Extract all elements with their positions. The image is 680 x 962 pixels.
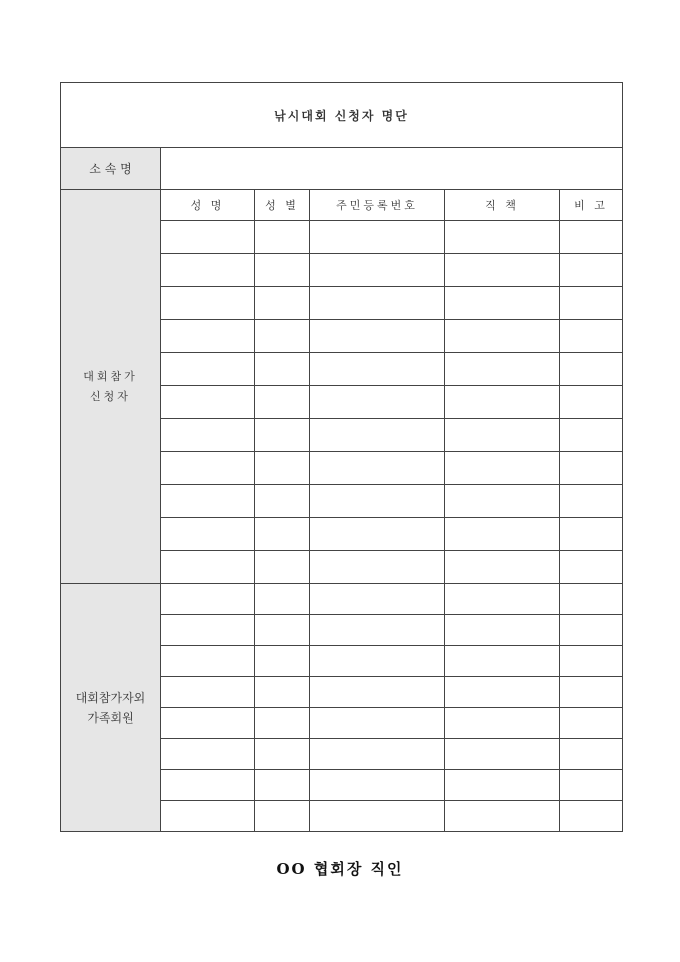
entry-cell[interactable]	[310, 801, 445, 832]
entry-cell[interactable]	[560, 452, 623, 485]
group-label-applicants	[61, 190, 161, 584]
entry-cell[interactable]	[310, 708, 445, 739]
entry-cell[interactable]	[445, 615, 560, 646]
entry-cell[interactable]	[161, 320, 255, 353]
entry-cell[interactable]	[445, 646, 560, 677]
entry-cell[interactable]	[445, 584, 560, 615]
entry-cell[interactable]	[161, 353, 255, 386]
entry-cell[interactable]	[445, 708, 560, 739]
entry-cell[interactable]	[161, 485, 255, 518]
entry-cell[interactable]	[560, 739, 623, 770]
entry-cell[interactable]	[255, 419, 310, 452]
entry-cell[interactable]	[560, 485, 623, 518]
entry-cell[interactable]	[445, 518, 560, 551]
entry-cell[interactable]	[560, 677, 623, 708]
entry-cell[interactable]	[161, 677, 255, 708]
entry-cell[interactable]	[161, 708, 255, 739]
entry-cell[interactable]	[560, 419, 623, 452]
group-label-line: 가족회원	[87, 710, 134, 725]
entry-cell[interactable]	[560, 551, 623, 584]
entry-cell[interactable]	[310, 518, 445, 551]
entry-cell[interactable]	[445, 677, 560, 708]
entry-cell[interactable]	[445, 739, 560, 770]
document-title: 낚시대회 신청자 명단	[61, 83, 623, 148]
entry-cell[interactable]	[310, 485, 445, 518]
entry-cell[interactable]	[161, 801, 255, 832]
affiliation-label: 소 속 명	[61, 148, 161, 190]
entry-cell[interactable]	[255, 770, 310, 801]
entry-cell[interactable]	[310, 739, 445, 770]
footer-seal-text: OO 협회장 직인	[276, 860, 404, 878]
entry-cell[interactable]	[255, 221, 310, 254]
entry-cell[interactable]	[445, 485, 560, 518]
entry-cell[interactable]	[255, 584, 310, 615]
entry-cell[interactable]	[310, 386, 445, 419]
entry-cell[interactable]	[255, 320, 310, 353]
entry-cell[interactable]	[255, 287, 310, 320]
entry-cell[interactable]	[161, 452, 255, 485]
group-label-line: 대회참가	[83, 369, 138, 383]
entry-cell[interactable]	[255, 353, 310, 386]
entry-cell[interactable]	[560, 386, 623, 419]
entry-cell[interactable]	[445, 287, 560, 320]
entry-cell[interactable]	[161, 518, 255, 551]
column-header: 주민등록번호	[310, 190, 445, 221]
entry-cell[interactable]	[310, 677, 445, 708]
entry-cell[interactable]	[310, 287, 445, 320]
column-header: 직 책	[445, 190, 560, 221]
entry-cell[interactable]	[255, 708, 310, 739]
entry-cell[interactable]	[560, 221, 623, 254]
entry-cell[interactable]	[310, 646, 445, 677]
column-header: 성 별	[255, 190, 310, 221]
entry-cell[interactable]	[161, 584, 255, 615]
entry-cell[interactable]	[560, 353, 623, 386]
entry-cell[interactable]	[310, 452, 445, 485]
entry-cell[interactable]	[161, 739, 255, 770]
table-row	[61, 584, 623, 615]
entry-cell[interactable]	[161, 770, 255, 801]
column-header-row	[61, 190, 623, 221]
entry-cell[interactable]	[255, 801, 310, 832]
affiliation-field[interactable]	[161, 148, 623, 190]
entry-cell[interactable]	[255, 485, 310, 518]
entry-cell[interactable]	[255, 739, 310, 770]
entry-cell[interactable]	[560, 518, 623, 551]
entry-cell[interactable]	[560, 320, 623, 353]
entry-cell[interactable]	[255, 452, 310, 485]
entry-cell[interactable]	[310, 615, 445, 646]
entry-cell[interactable]	[161, 646, 255, 677]
entry-cell[interactable]	[445, 770, 560, 801]
entry-cell[interactable]	[560, 801, 623, 832]
entry-cell[interactable]	[445, 221, 560, 254]
column-header: 비 고	[560, 190, 623, 221]
entry-cell[interactable]	[161, 419, 255, 452]
entry-cell[interactable]	[445, 254, 560, 287]
entry-cell[interactable]	[560, 615, 623, 646]
entry-cell[interactable]	[445, 801, 560, 832]
entry-cell[interactable]	[255, 646, 310, 677]
column-header: 성 명	[161, 190, 255, 221]
entry-cell[interactable]	[310, 419, 445, 452]
entry-cell[interactable]	[310, 320, 445, 353]
entry-cell[interactable]	[310, 353, 445, 386]
entry-cell[interactable]	[255, 677, 310, 708]
entry-cell[interactable]	[445, 353, 560, 386]
entry-cell[interactable]	[445, 551, 560, 584]
entry-cell[interactable]	[560, 646, 623, 677]
entry-cell[interactable]	[255, 386, 310, 419]
entry-cell[interactable]	[560, 770, 623, 801]
entry-cell[interactable]	[310, 584, 445, 615]
entry-cell[interactable]	[445, 452, 560, 485]
group-label-line: 신청자	[90, 389, 131, 403]
entry-cell[interactable]	[560, 708, 623, 739]
entry-cell[interactable]	[560, 584, 623, 615]
entry-cell[interactable]	[310, 221, 445, 254]
entry-cell[interactable]	[161, 221, 255, 254]
entry-cell[interactable]	[445, 386, 560, 419]
entry-cell[interactable]	[310, 551, 445, 584]
entry-cell[interactable]	[161, 287, 255, 320]
entry-cell[interactable]	[255, 518, 310, 551]
application-form-table	[60, 82, 623, 832]
entry-cell[interactable]	[161, 615, 255, 646]
entry-cell[interactable]	[255, 254, 310, 287]
entry-cell[interactable]	[161, 551, 255, 584]
entry-cell[interactable]	[310, 770, 445, 801]
entry-cell[interactable]	[161, 254, 255, 287]
entry-cell[interactable]	[560, 254, 623, 287]
entry-cell[interactable]	[445, 320, 560, 353]
group-label-family	[61, 584, 161, 832]
entry-cell[interactable]	[310, 254, 445, 287]
entry-cell[interactable]	[255, 551, 310, 584]
group-label-line: 대회참가자외	[75, 690, 146, 705]
entry-cell[interactable]	[255, 615, 310, 646]
entry-cell[interactable]	[445, 419, 560, 452]
entry-cell[interactable]	[161, 386, 255, 419]
entry-cell[interactable]	[560, 287, 623, 320]
